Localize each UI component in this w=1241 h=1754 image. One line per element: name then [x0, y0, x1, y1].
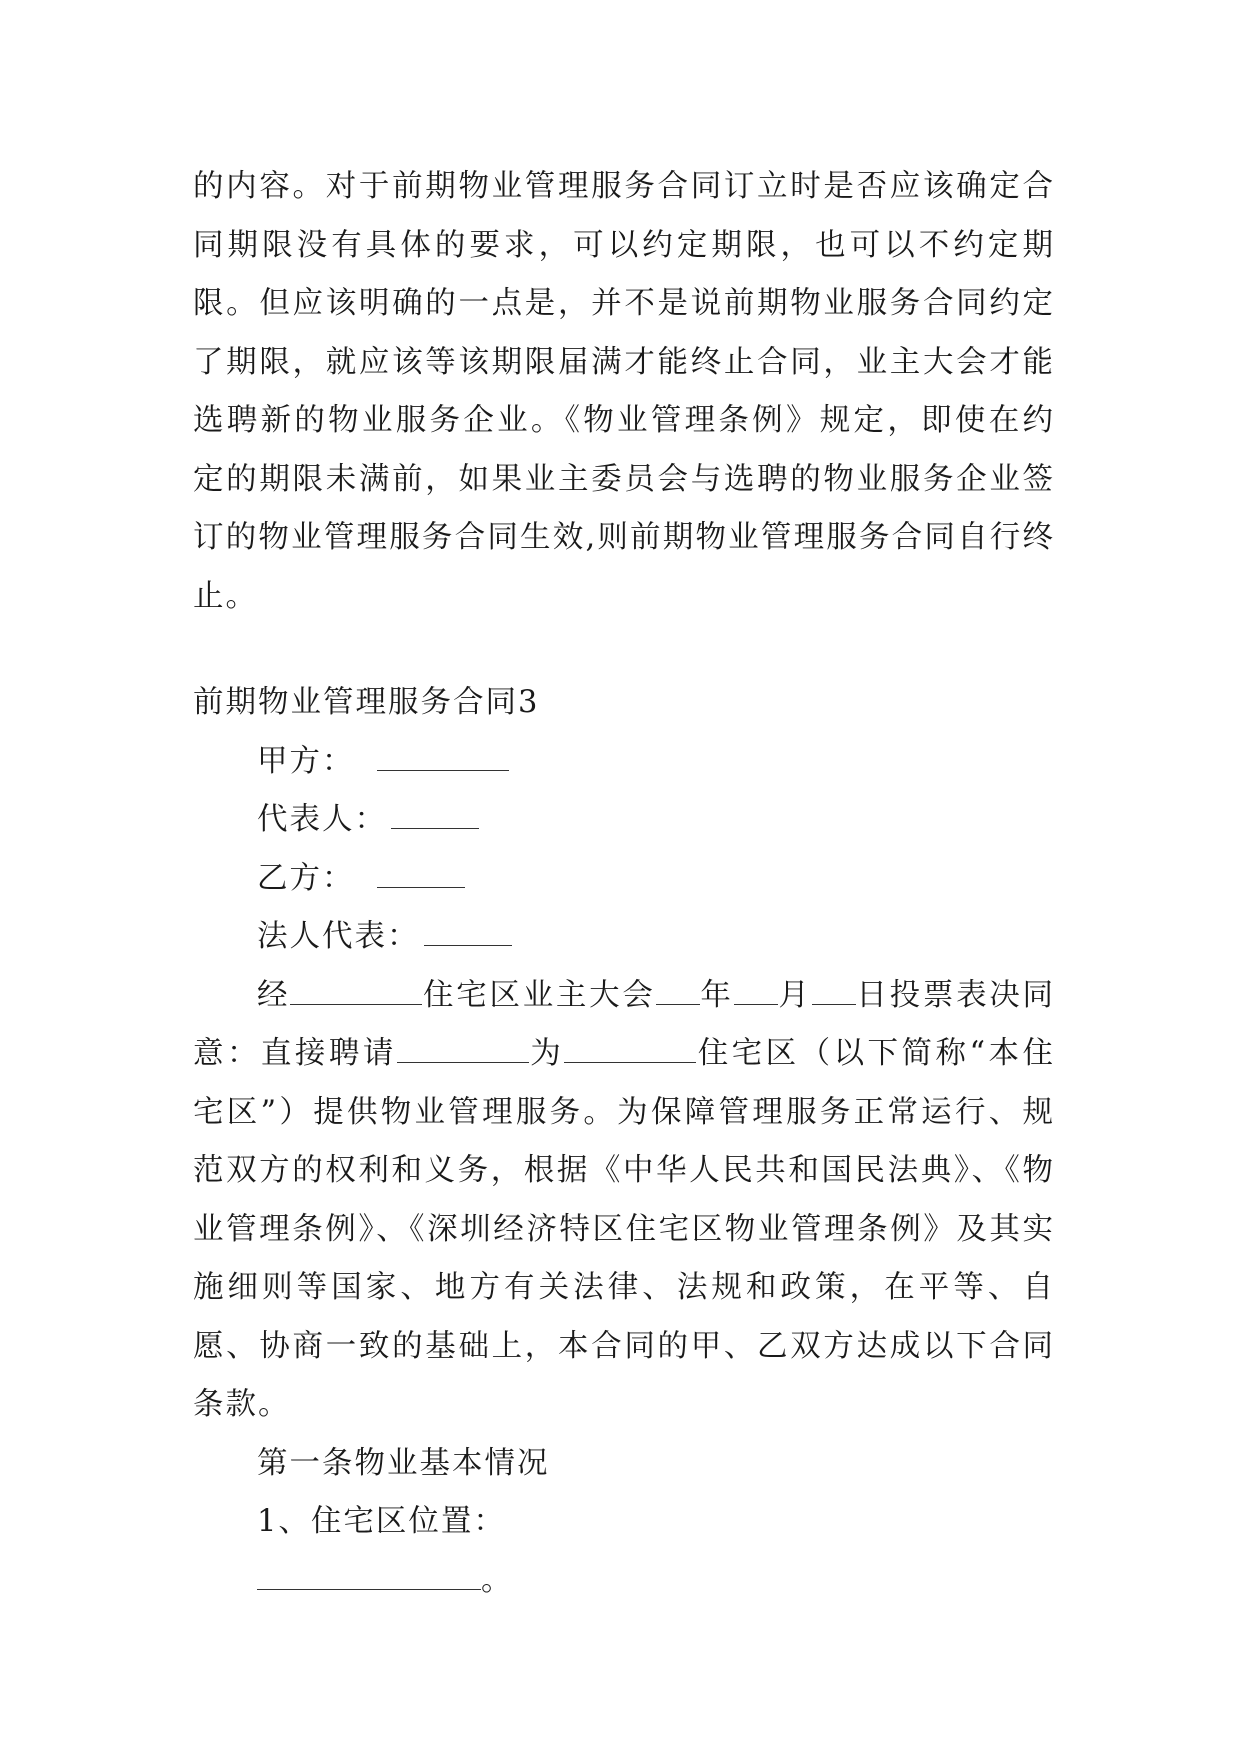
representative-label: 代表人： — [257, 802, 387, 837]
year-blank — [656, 982, 700, 1005]
agreement-as: 为 — [528, 1036, 565, 1071]
party-b-label: 乙方： — [257, 860, 355, 896]
party-b-blank — [377, 865, 465, 888]
party-a-line — [193, 733, 1055, 792]
legal-rep-label: 法人代表： — [257, 919, 420, 954]
party-a-blank — [377, 748, 509, 771]
agreement-prefix: 经 — [257, 977, 291, 1013]
party-b-line — [193, 850, 1055, 909]
party-a-label: 甲方： — [257, 743, 355, 779]
agreement-owners-assembly: 住宅区业主大会 — [422, 977, 656, 1013]
section-spacer — [193, 626, 1055, 674]
document-page — [193, 158, 1055, 1610]
representative-blank — [391, 806, 479, 829]
legal-rep-line — [193, 908, 1055, 967]
day-blank — [812, 982, 856, 1005]
residential-area-blank — [564, 1040, 696, 1063]
intro-paragraph: 的内容。对于前期物业管理服务合同订立时是否应该确定合同期限没有具体的要求，可以约定期限，也可以不约定期限。但应该明确的一点是，并不是说前期物业服务合同约定了期限，就应该等该期限届满才能终止合同，业主大会才能选聘新的物业服务企业。《物业管理条例》规定，即使在约定的期限未满前，如果业主委员会与选聘的物业服务企业签订的物业管理服务合同生效,则前期物业管理服务合同自行终止。 — [193, 169, 1055, 614]
company-blank — [397, 1040, 529, 1063]
legal-rep-blank — [424, 923, 512, 946]
article-1-item-1: 1、住宅区位置： — [257, 1504, 506, 1539]
month-blank — [734, 982, 778, 1005]
complex-name-blank — [290, 982, 422, 1005]
location-blank — [257, 1567, 481, 1590]
article-1-item-1-value — [193, 1552, 1055, 1611]
agreement-vote: 日投票表决同意：直接聘请 — [193, 977, 1056, 1071]
agreement-body: 住宅区（以下简称“本住宅区”）提供物业管理服务。为保障管理服务正常运行、规范双方的权利和义务，根据《中华人民共和国民法典》、《物业管理条例》、《深圳经济特区住宅区物业管理条例》及其实施细则等国家、地方有关法律、法规和政策，在平等、自愿、协商一致的基础上，本合同的甲、乙双方达成以下合同条款。 — [193, 1036, 1055, 1422]
location-end: 。 — [481, 1562, 514, 1598]
section-title: 前期物业管理服务合同3 — [193, 685, 540, 720]
article-1-title: 第一条物业基本情况 — [257, 1445, 550, 1481]
agreement-year: 年 — [699, 977, 734, 1013]
representative-line — [193, 791, 1055, 850]
agreement-month: 月 — [777, 977, 812, 1013]
agreement-paragraph — [193, 967, 1055, 1435]
